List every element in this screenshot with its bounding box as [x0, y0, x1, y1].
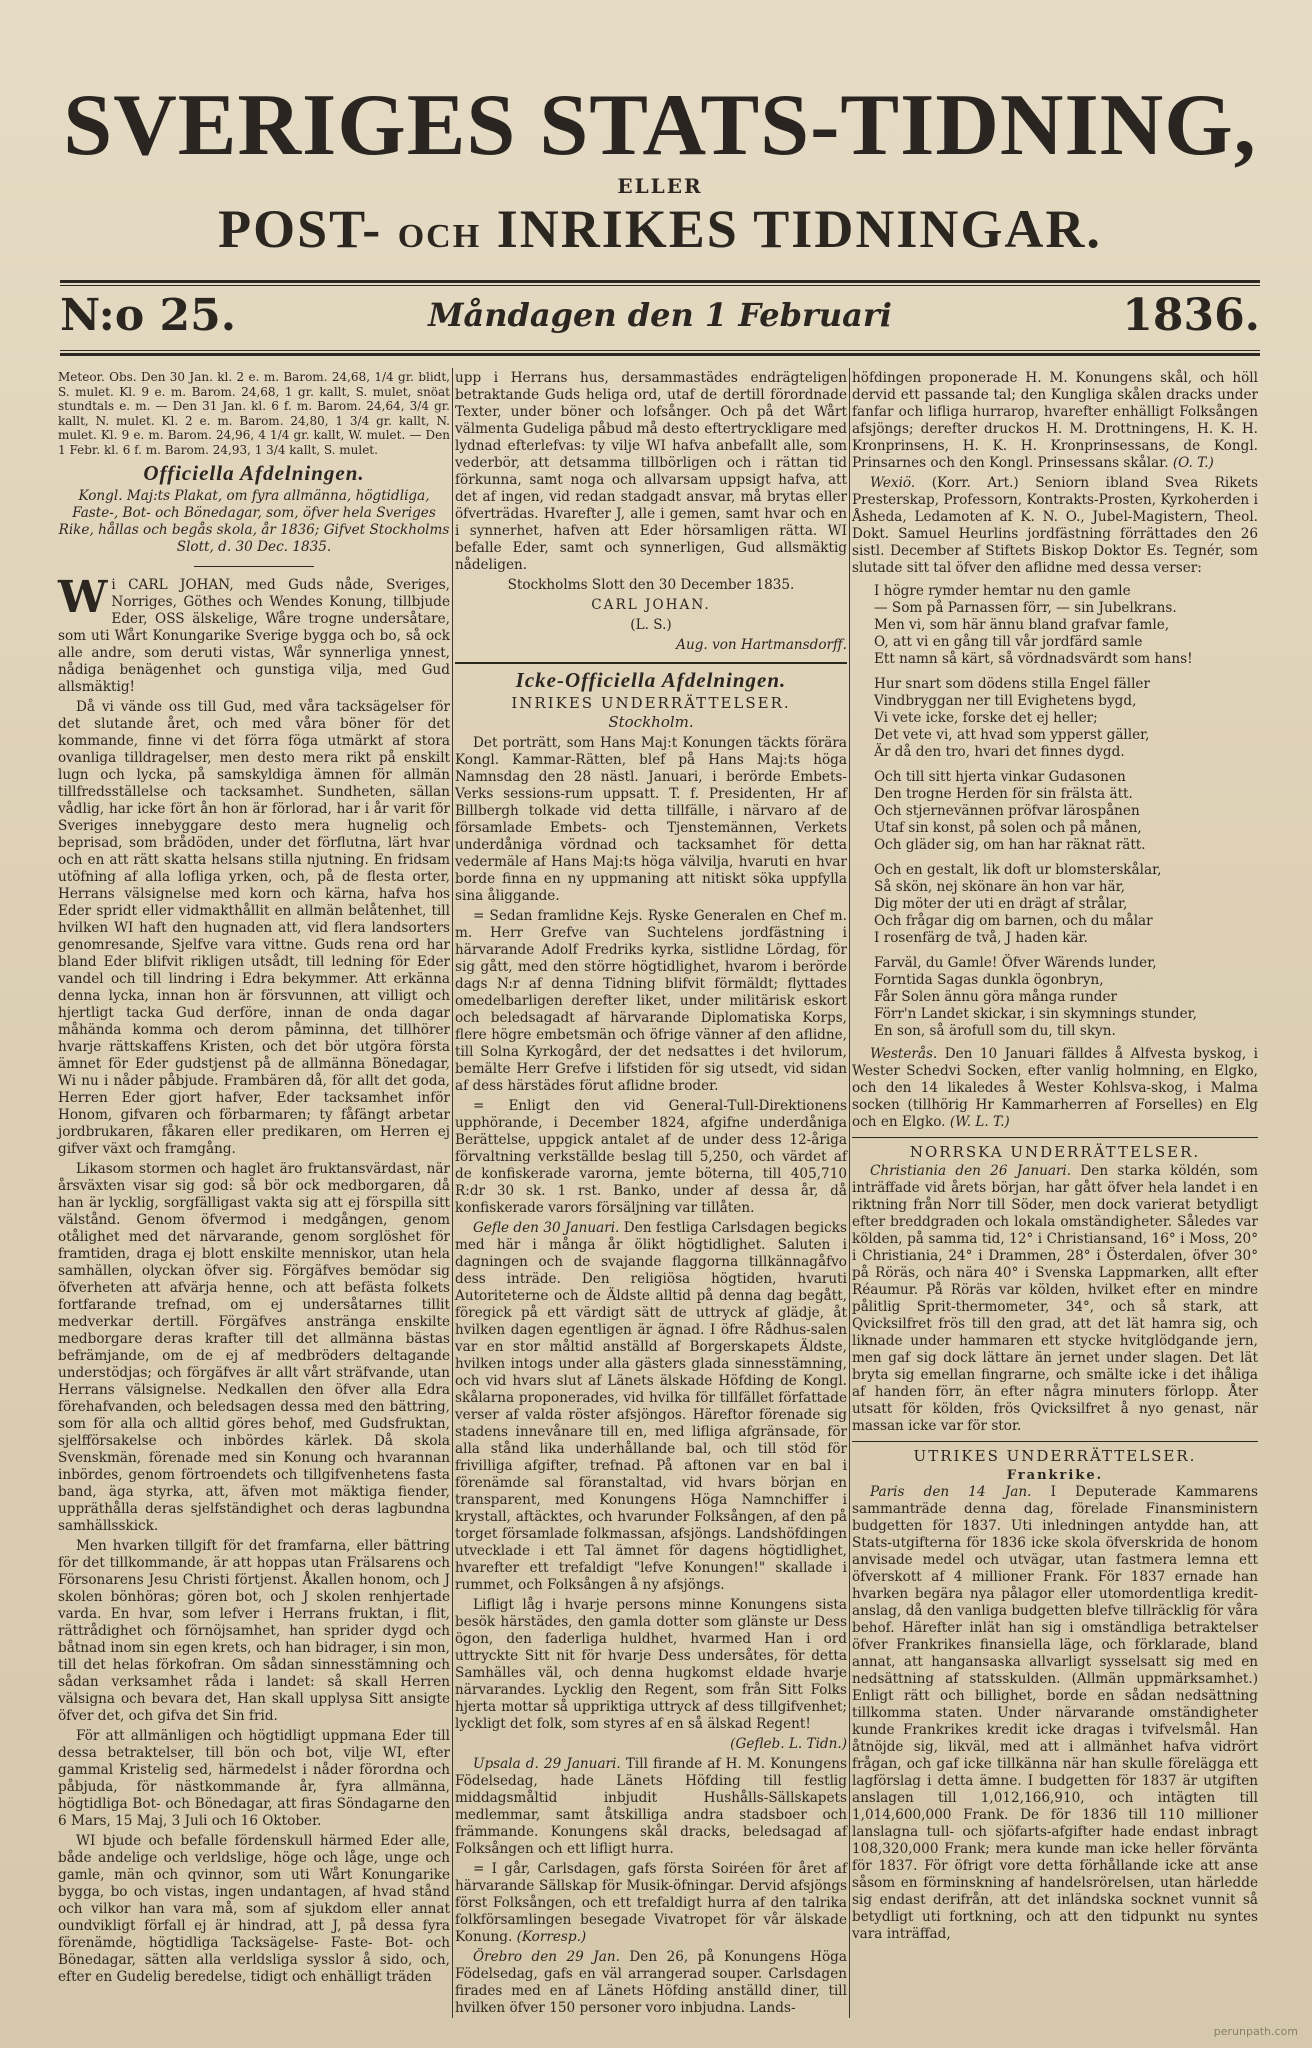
issue-year: 1836.: [1122, 290, 1260, 341]
dateline-stockholm: Stockholm.: [608, 713, 694, 731]
decree-paragraph: Likasom stormen och haglet äro fruktansvärdast, när årsväxten visar sig god: så bör ock medborgaren, då han är lycklig, sorgfälligast vakta sig att ej förspilla sitt välstånd. Genom öfvermod i medgången, genom otålighet med det närvarande, genom sorglöshet för framtiden, draga ej blott enskilte menniskor, utan hela samhällen, olyckan öfver sig. Förgäfves bemödar sig öfverheten att afvärja henne, och att befästa folkets fortfarande trefnad, om ej undersåtarnes tillit medverkar dertill. Förgäfves anstränga enskilte medborgare deras krafter till det allmänna bästas befrämjande, om de ej af medbröders deltagande understödjas; och förgäfves är allt vårt sträfvande, utan Herrans välsignelse. Nedkallen den öfver alla Edra förehafvanden, och beledsagen dessa med den bättring, som för alla och alltid göres behof, med Gudsfruktan, sjelfförsakelse och inbördes kärlek. Då skola Svenskmän, förenade med sin Konung och hvarannan inbördes, genom förtroendets och tillgifvenhetens fasta band, äga styrka, att, äfven mot mäktiga fiender, uppräthålla deras sjelfständighet och deras lagbundna samhällsskick.: [58, 1161, 450, 1534]
column-divider-1: [452, 368, 453, 2018]
decree-countersignature: Aug. von Hartmansdorff.: [676, 637, 847, 653]
news-paragraph: = Sedan framlidne Kejs. Ryske Generalen en Chef m. m. Herr Grefve van Suchtelens jordfästning i härvarande Adolf Fredriks kyrka, sistlidne Lördag, för sig gått, med den större högtidlighet, hvarom i berörde dags N:r af denna Tidning blifvit förmäldt; flyttades omedelbarligen derefter liket, under militärisk eskort och beledsagadt af härvarande Diplomatiska Korps, flere högre embetsmän och öfrige vänner af den aflidne, till Solna Kyrkogård, der det nedsattes i det hvilorum, bemälte Herr Grefve i lifstiden för sig utsedt, vid sidan af dess härstädes förut aflidne broder.: [455, 908, 847, 1094]
poem-line: Så skön, nej skönare än hon var här,: [874, 879, 1125, 895]
news-text: Den festliga Carlsdagen begicks med här i många år ölikt högtidlighet. Saluten i dagningen och de svajande flaggorna tillkännagåfvo dess inträde. Den religiösa högtiden, hvaruti Autoriteterne och de Äldste alltid på denna dag begått, föregick på ett värdigt sätt de uttryck af glädje, åt hvilken dagen egentligen är ägnad. I öfre Rådhus-salen var en stor måltid anställd af Borgerskapets Äldste, hvilken intogs under alla gästers glada sinnesstämning, och vid hvars slut af Länets älskade Höfding de Kongl. skålarna proponerades, vid hvilka för tillfället författade verser af valda röster afsjöngos. Häreftor förenade sig stadens innevånare till en, med lifliga afgränsade, för alla stånd lika underhållande bal, och till stöd för frivilliga afgifter, trefnad. På aftonen var en bal i förenämde sal föranstaltad, vid hvars början en transparent, med Konungens Höga Namnchiffer i krystall, aftäcktes, och hvarunder Folksången, af den på torget församlade folkmassan, afsjöngs. Landshöfdingen utvecklade i ett Tal ämnet för dagens högtidlighet, hvarefter ett trefaldigt "lefve Konungen!" skallade i rummet, och Folksången å ny afsjöngs.: [455, 1220, 847, 1593]
poem-line: Det vete vi, att hvad som ypperst gäller,: [874, 727, 1150, 743]
subtitle-part-a: POST-: [218, 199, 383, 259]
section-rule: [455, 662, 847, 664]
poem-line: Den trogne Herden för sin frälsta ätt.: [874, 786, 1133, 802]
issue-number: N:o 25.: [60, 290, 237, 341]
official-section-heading: Officiella Afdelningen.: [143, 461, 365, 485]
norwegian-news-heading: NORRSKA UNDERRÄTTELSER.: [909, 1143, 1201, 1161]
news-source: (W. L. T.): [949, 1114, 1010, 1130]
issue-line: [60, 290, 1260, 340]
masthead-rule-top-thin: [60, 285, 1260, 286]
news-text: (Korr. Art.) Seniorn ibland Svea Rikets Presterskap, Professorn, Kontrakts-Prosten, Kyrkoherden i Åsheda, Ledamoten af K. N. O., Jubel-Magistern, Theol. Dokt. Samuel Heurlins jordfästning förrättades den 26 sistl. December af Stiftets Biskop Doktor Es. Tegnér, som slutade sitt tal öfver den aflidne med dessa verser:: [852, 475, 1258, 576]
issue-rule-thick: [60, 353, 1260, 356]
column-1: [58, 370, 450, 1989]
poem-line: Och en gestalt, lik doft ur blomsterskålar,: [874, 862, 1162, 878]
masthead: [60, 78, 1260, 268]
column-2: [455, 370, 847, 2020]
issue-date: Måndagen den 1 Februari: [428, 296, 892, 334]
news-paragraph: [455, 1861, 847, 1946]
dateline: Paris den 14 Jan.: [870, 1484, 1032, 1500]
news-source: (Gefleb. L. Tidn.): [730, 1736, 847, 1752]
news-text: höfdingen proponerade H. M. Konungens skål, och höll dervid ett passande tal; den Kungliga skålen dracks under fanfar och lifliga hurrarop, hvarefter enhälligt Folksången afsjöngs; derefter druckos H. M. Drottningens, H. K. H. Kronprinsens, H. K. H. Kronprinsessans, de Kongl. Prinsarnes och den Kongl. Prinsessans skålar.: [852, 370, 1258, 471]
country-heading: Frankrike.: [1006, 1468, 1104, 1483]
news-paragraph: = Enligt den vid General-Tull-Direktionens upphörande, i December 1824, afgifne underdåniga Berättelse, uppgick antalet af de under dess 12-åriga förvaltning verkställde beslag till 5,250, och värdet af de konfiskerade varorna, jemte böterna, till 405,710 R:dr 30 sk. 1 rst. Banko, under af dessa år, då konfiskerade varors försäljning var tillåten.: [455, 1098, 847, 1216]
dateline: Upsala d. 29 Januari.: [473, 1756, 621, 1772]
section-rule: [852, 1137, 1258, 1138]
decree-signature-name: CARL JOHAN.: [591, 597, 711, 613]
poem-line: — Som på Parnassen förr, — sin Jubelkrans.: [874, 600, 1177, 616]
news-paragraph: [852, 1484, 1258, 1943]
poem-line: Forntida Sagas dunkla ögonbryn,: [874, 972, 1104, 988]
news-paragraph: [455, 1756, 847, 1858]
news-paragraph: Lifligt låg i hvarje persons minne Konungens sista besök härstädes, den gamla dotter som glänste ur Dess ögon, den faderliga huldhet, hvarmed Han i ord uttryckte Sitt nit för hvarje Dess undersåtes, för detta Samhälles väl, och denna hugkomst eldade hvarje närvarandes. Lycklig den Regent, som från Sitt Folks hjerta mottar så uppriktiga uttryck af dess tillgifvenhet; lyckligt det folk, som styres af en så älskad Regent!: [455, 1597, 847, 1732]
poem-line: Men vi, som här ännu bland grafvar famle,: [874, 617, 1170, 633]
issue-rule-thin: [60, 350, 1260, 351]
poem-line: O, att vi en gång till vår jordfärd samle: [874, 634, 1143, 650]
watermark: perunpath.com: [1213, 2025, 1298, 2038]
poem-line: Hur snart som dödens stilla Engel fäller: [874, 676, 1150, 692]
decree-paragraph: Men hvarken tillgift för det framfarna, eller bättring för det tillkommande, är att hoppas utan Frälsarens och Försonarens Jesu Christi förtjenst. Åkallen honom, och J skolen bönhöras; gören bot, och J skolen renhjertade varda. En hvar, som lefver i Herrans fruktan, i flit, rättrådighet och förnöjsamhet, han sprider dygd och båtnad inom sin egen krets, och han bidrager, i sin mon, till det helas förkofran. Om sådan sinnesstämning och sådan verksamhet råda i landet: så skall Herren välsigna och bevara det, Han skall upplysa Sitt ansigte öfver det, och gifva det Sin frid.: [58, 1538, 450, 1724]
decree-paragraph: Då vi vände oss till Gud, med våra tacksägelser för det slutande året, och med våra böner för det kommande, finne vi det förra föga utmärkt af stora ovanliga tilldragelser, men desto mera rikt på enskilt lugn och lycka, på samskyldiga ämnen för allmän tillfredsställelse och tacksamhet. Sundheten, sällan vådlig, har icke fört ån hon är förlorad, har i år varit för Sveriges innebyggare desto mera hugnelig och beprisad, som brådöden, under det förflutna, lärt hvar och en att rätt skatta helsans stilla njutning. En fridsam utöfning af alla lofliga yrken, och, på de flesta orter, Herrans välsignelse med korn och kärna, hafva hos Eder spridt eller vidmakthållit en allmän belåtenhet, till hvilken WI haft den hugnaden att, vid flera landsorters genomresande, Sjelfve vara vittne. Guds rena ord har bland Eder blifvit rikligen utsådt, till ledning för Eder vandel och till lindring i Edra bekymmer. Att erkänna denna lycka, innan hon är försvunnen, att villigt och hjertligt tacka Gud derföre, innan de onda dagar måhända komma och derom påminna, det tillhörer hvarje rättskaffens Kristen, och det bör utgöra första ämnet för Eder gudstjenst på de allmänna Bönedagar, Wi nu i nåder påbjude. Frambären då, för allt det goda, Herren Eder gjort hafver, Eder tacksamhet inför Honom, gifvaren och förbarmaren; ty fåfängt arbetar jordbrukaren, fåkaren eller predikaren, om Herren ej gifver växt och framgång.: [58, 699, 450, 1157]
dateline: Westerås.: [870, 1046, 938, 1062]
dateline: Wexiö.: [870, 475, 916, 491]
news-continuation: [852, 370, 1258, 472]
poem: [852, 583, 1258, 1040]
news-text: = I går, Carlsdagen, gafs första Soiréen för året af härvarande Sällskap för Musik-öfningar. Dervid afsjöngs först Folksången, och ett trefaldigt hurra af den talrika folkförsamlingen besegade Vivatropet för vår älskade Konung.: [455, 1861, 847, 1945]
news-source: (O. T.): [1172, 455, 1214, 471]
domestic-news-heading: INRIKES UNDERRÄTTELSER.: [511, 694, 791, 712]
poem-line: Ett namn så kärt, så vördnadsvärdt som hans!: [874, 651, 1193, 667]
news-text: Den starka köldén, som inträffade vid årets början, har gått öfver hela landet i en riktning från Norr till Söder, men dock varierat betydligt efter breddgraden och lokala omständigheter. Således var kölden, på samma tid, 12° i Christiansand, 16° i Moss, 20° i Christiania, 24° i Drammen, 28° i Österdalen, öfver 30° på Röräs, och nära 40° i Svenska Lappmarken, allt efter Réaumur. På Röräs var kölden, hvilket efter en mindre pålitlig Sprit-thermometer, 34°, och så stark, att Qvicksilfret frös till den grad, att det lät hamra sig, och liknade under hammaren ett stycke hvitglödgande jern, men gaf sig dock lättare än jernet under slagen. Det lät bryta sig emellan fingrarne, och smälte icke i det ihåliga af handen förr, än efter några minuters förlopp. Åter utsatt för kölden, frös Qvicksilfret å nyo genast, när massan icke var för stor.: [852, 1163, 1258, 1434]
title-connector: ELLER: [617, 174, 703, 198]
dateline: Christiania den 26 Januari.: [870, 1163, 1072, 1179]
section-rule: [852, 1441, 1258, 1442]
poem-line: Vindbryggan ner till Evighetens bygd,: [874, 693, 1137, 709]
poem-line: Får Solen ännu göra många runder: [874, 989, 1118, 1005]
poem-line: Farväl, du Gamle! Öfver Wärends lunder,: [874, 955, 1157, 971]
poem-line: Är då den tro, hvari det finnes dygd.: [874, 744, 1125, 760]
news-paragraph: [852, 1163, 1258, 1435]
drop-cap: W: [58, 572, 108, 623]
poem-line: Och frågar dig om barnen, och du målar: [874, 913, 1153, 929]
poem-line: Och till sitt hjerta vinkar Gudasonen: [874, 769, 1126, 785]
news-source: (Korresp.): [516, 1929, 587, 1945]
poem-line: Förr'n Landet skickar, i sin skymnings stunder,: [874, 1006, 1197, 1022]
news-text: Den 26, på Konungens Höga Födelsedag, gafs en väl arrangerad souper. Carlsdagen firades med en af Länets Höfding anställd diner, till hvilken öfver 150 personer voro inbjudna. Lands-: [455, 1949, 847, 2016]
poem-line: Dig möter der uti en drägt af strålar,: [874, 896, 1128, 912]
decree-paragraph: För att allmänligen och högtidligt uppmana Eder till dessa betraktelser, till bön och bot, vilje WI, efter gammal Kristelig sed, härmedelst i nåder förordna och påbjuda, för nästkommande år, fyra allmänna, högtidliga Bot- och Bönedagar, att firas Söndagarne den 6 Mars, 15 Maj, 3 Juli och 16 Oktober.: [58, 1728, 450, 1829]
decree-opening: [58, 572, 450, 696]
decree-continuation: upp i Herrans hus, dersammastädes endrägteligen betraktande Guds heliga ord, utaf de dertill förordnade Texter, under böner och lofsånger. Och på det Wårt välmenta Gudeliga påbud må desto eftertryckligare med lydnad efterlefvas: ty vilje WI hafva anbefallt alle, som vederbör, att detsamma tillbörligen och i rättan tid förkunna, samt noga och allvarsam uppsigt hafva, att det af ingen, vid redan stadgadt ansvar, må brytas eller öfverträdas. Hvarefter J, alle i gemen, samt hvar och en i synnerhet, hafven att Eder hörsamligen rätta. WI befalle Eder, samt och synnerligen, Gud allsmäktig nådeligen.: [455, 370, 847, 573]
foreign-news-heading: UTRIKES UNDERRÄTTELSER.: [913, 1447, 1197, 1465]
masthead-rule-top: [60, 280, 1260, 283]
decree-separator: [194, 566, 314, 567]
news-paragraph: [455, 1949, 847, 2017]
meteorological-observations: Meteor. Obs. Den 30 Jan. kl. 2 e. m. Barom. 24,68, 1/4 gr. blidt, S. mulet. Kl. 9 e. m. Barom. 24,68, 1 gr. kallt, S. mulet, snöat stundtals e. m. — Den 31 Jan. kl. 6 f. m. Barom. 24,64, 3/4 gr. kallt, N. mulet. Kl. 2 e. m. Barom. 24,80, 1 3/4 gr. kallt, N. mulet. Kl. 9 e. m. Barom. 24,96, 4 1/4 gr. kallt, W. mulet. — Den 1 Febr. kl. 6 f. m. Barom. 24,93, 1 3/4 kallt, S. mulet.: [58, 370, 450, 457]
column-divider-2: [849, 368, 850, 2018]
poem-line: I rosenfärg de två, J haden kär.: [874, 930, 1088, 946]
decree-opening-text: i CARL JOHAN, med Guds nåde, Sveriges, Norriges, Göthes och Wendes Konung, tillbjude Eder, OSS älskelige, Wåre trogne undersåtare, som uti Wårt Konungarike Sverige bygga och bo, så ock alle andre, som deruti vistas, Wår synnerliga ynnest, nådiga benägenhet och gunstiga vilja, med Gud allsmäktig!: [58, 577, 450, 695]
news-text: Till firande af H. M. Konungens Födelsedag, hade Länets Höfding till festlig middagsmåltid inbjudit Hushålls-Sällskapets medlemmar, samt åtskilliga andra stadsboer och främmande. Konungens skål dracks, beledsagad af Folksången och ett lifligt hurra.: [455, 1756, 848, 1857]
news-paragraph: [852, 1046, 1258, 1131]
decree-title: Kongl. Maj:ts Plakat, om fyra allmänna, högtidliga, Faste-, Bot- och Bönedagar, som, öfver hela Sveriges Rike, hållas och begås skola, år 1836; Gifvet Stockholms Slott, d. 30 Dec. 1835.: [58, 488, 450, 555]
poem-line: Utaf sin konst, på solen och på månen,: [874, 820, 1142, 836]
decree-signature-place: Stockholms Slott den 30 December 1835.: [507, 577, 795, 593]
poem-line: Och stjernevännen pröfvar lärospånen: [874, 803, 1140, 819]
poem-line: I högre rymder hemtar nu den gamle: [874, 583, 1131, 599]
decree-seal: (L. S.): [630, 617, 672, 633]
column-3: [852, 370, 1258, 1946]
news-paragraph: Det porträtt, som Hans Maj:t Konungen täckts förära Kongl. Kammar-Rätten, blef på Hans Maj:ts höga Namnsdag den 28 nästl. Januari, i berörde Embets-Verks sessions-rum uppsatt. T. f. Presidenten, Hr af Billbergh tolkade vid detta tillfälle, i närvaro af de församlade Embets- och Tjenstemännen, Verkets underdåniga vördnad och tacksamhet för detta vedermäle af Hans Maj:ts höga välvilja, hvaruti en hvar borde finna en ny uppmaning att nitiskt söka uppfylla sina åliggande.: [455, 735, 847, 904]
poem-line: En son, så ärofull som du, till skyn.: [874, 1023, 1116, 1039]
newspaper-subtitle: [60, 198, 1260, 268]
decree-paragraph: WI bjude och befalle fördenskull härmed Eder alle, både andelige och verldslige, höge och låge, unge och gamle, män och qvinnor, som uti Wårt Konungarike bygga, bo och vistas, ingen undantagen, af hvad stånd och vilkor han vara må, som af sjukdom eller annat oundvikligt förfall ej är hindrad, att J, på dessa fyra förenämde, högtidliga Tacksägelse- Faste- Bot- och Bönedagar, sätten alla verldsliga sysslor å sido, och, efter en Gudelig beredelse, tidigt och enhälligt träden: [58, 1833, 450, 1985]
news-text: Den 10 Januari fälldes å Alfvesta byskog, i Wester Schedvi Socken, efter vanlig holmning, en Elgko, och den 14 likaledes å Wester Kohlsva-skog, i Malma socken (tillhörig Hr Kammarherren af Forselles) en Elg och en Elgko.: [852, 1046, 1259, 1130]
poem-line: Vi vete icke, forske det ej heller;: [874, 710, 1098, 726]
newspaper-title: SVERIGES STATS-TIDNING,: [63, 77, 1257, 174]
unofficial-section-heading: Icke-Officiella Afdelningen.: [515, 668, 787, 692]
news-paragraph: [852, 475, 1258, 577]
subtitle-och: OCH: [397, 218, 482, 255]
news-paragraph: [455, 1220, 847, 1594]
subtitle-part-b: INRIKES TIDNINGAR.: [496, 199, 1102, 259]
news-text: I Deputerade Kammarens sammanträde denna dag, förelade Finansministern budgetten för 1837. Uti inledningen antydde han, att Stats-utgifterna för 1836 icke skola öfverskrida de honom anvisade medel och utvägar, utan fastmera lemna ett öfverskott af 4 millioner Frank. För 1837 ernade han hvarken begära nya pålagor eller utomordentliga kredit-anslag, då den vanliga budgetten blefve tillräcklig för våra behof. Härefter inlät han sig i omständliga betraktelser öfver Frankrikes finansiella läge, och förklarade, bland annat, att hangansaska allvarligt sysselsatt sig med en nedsättning af statsskulden. (Allmän uppmärksamhet.) Enligt rätt och billighet, borde en sådan nedsättning tillkomma staten. Under närvarande omständigheter kunde Frankrikes kredit icke dragas i tvifvelsmål. Han åtnöjde sig, likväl, med att i allmänhet hafva vidrört frågan, och gaf icke tillkänna när han skulle föreläggа ett lagförslag i detta ämne. I budgetten för 1837 är utgiften anslagen till 1,012,166,910, och intägten till 1,014,600,000 Frank. De för 1836 till 110 millioner lanslagna tull- och sjöfarts-afgifter hade endast inbragt 108,320,000 Frank; mera kunde man icke heller förvänta för 1837. För öfrigt vore detta förhållande icke att anse såsom en förminskning af handelsrörelsen, utan härledde sig endast derifrån, att det inländska socknet vunnit så betydligt uti fortkning, och att den tidpunkt nu syntes vara inträffad,: [852, 1484, 1259, 1942]
dateline: Örebro den 29 Jan.: [473, 1949, 620, 1965]
poem-line: Och gläder sig, om han har räknat rätt.: [874, 837, 1146, 853]
dateline: Gefle den 30 Januari.: [473, 1220, 620, 1236]
